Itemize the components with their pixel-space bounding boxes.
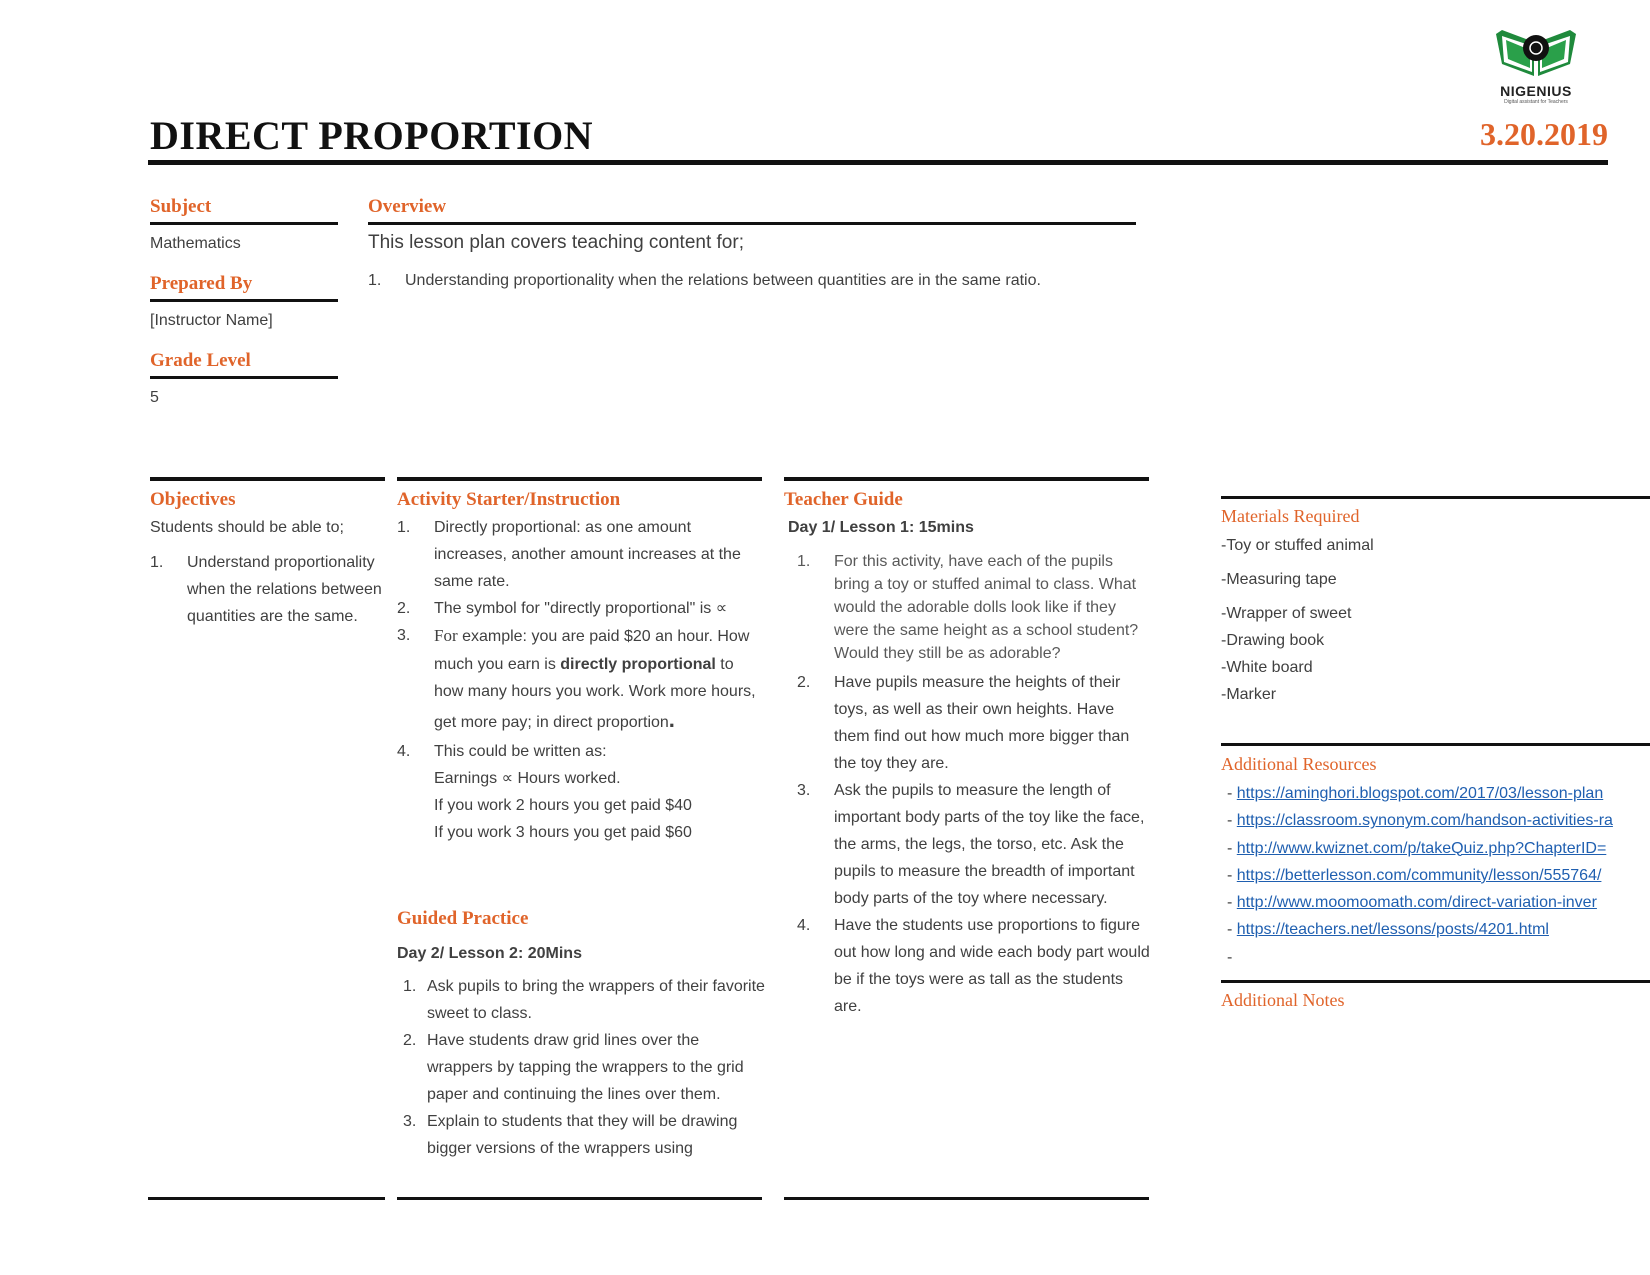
objectives-bottom-rule <box>148 1197 385 1200</box>
list-item: - https://teachers.net/lessons/posts/4201.html <box>1227 921 1549 939</box>
resource-link[interactable]: http://www.moomoomath.com/direct-variation-inver <box>1236 894 1597 912</box>
title-divider <box>148 160 1608 165</box>
teacher-list <box>797 550 1152 1020</box>
list-item: 1. Understand proportionality when the relations between quantities are the same. <box>150 554 382 625</box>
list-item: 1. For this activity, have each of the pupils bring a toy or stuffed animal to class. What would the adorable dolls look like if they were the same height as a school student? Would they still be as adorable? <box>797 553 1139 662</box>
resource-link[interactable]: http://www.kwiznet.com/p/takeQuiz.php?ChapterID= <box>1236 839 1607 857</box>
resource-link[interactable]: https://betterlesson.com/community/lesson/555764/ <box>1236 866 1602 884</box>
lesson-date: 3.20.2019 <box>1480 116 1608 152</box>
list-item: - <box>1227 948 1233 966</box>
list-item: -Marker <box>1221 686 1277 703</box>
list-item: 4. Have the students use proportions to figure out how long and wide each body part would be if the toys were as tall as the students are. <box>797 917 1150 1015</box>
activity-label: Activity Starter/Instruction <box>397 489 621 510</box>
resource-link[interactable]: https://aminghori.blogspot.com/2017/03/lesson-plan <box>1236 785 1604 802</box>
list-item: 1. Directly proportional: as one amount increases, another amount increases at the same rate. <box>397 519 741 590</box>
resources-list <box>1227 780 1650 971</box>
book-logo-icon <box>1488 24 1584 80</box>
teacher-bottom-rule <box>784 1197 1149 1200</box>
guided-list <box>403 973 768 1162</box>
page-title: DIRECT PROPORTION <box>150 113 594 158</box>
grade-level-label: Grade Level <box>150 350 251 371</box>
guided-practice-label: Guided Practice <box>397 908 529 929</box>
list-item: -Measuring tape <box>1221 571 1337 588</box>
teacher-top-rule <box>784 477 1149 481</box>
list-item: 3. For example: you are paid $20 an hour. How much you earn is directly proportional to how many hours you work. Work more hours, get more pay; in direct proportion. <box>397 626 756 732</box>
activity-bottom-rule <box>397 1197 762 1200</box>
list-item: - https://aminghori.blogspot.com/2017/03/lesson-plan <box>1227 785 1604 802</box>
objectives-label: Objectives <box>150 489 236 510</box>
list-item: - http://www.moomoomath.com/direct-variation-inver <box>1227 894 1597 912</box>
teacher-guide-label: Teacher Guide <box>784 489 903 510</box>
objectives-list <box>150 549 385 630</box>
objectives-intro: Students should be able to; <box>150 519 344 536</box>
activity-list <box>397 514 762 846</box>
list-item: 1. Ask pupils to bring the wrappers of their favorite sweet to class. <box>403 978 765 1022</box>
list-item: 2. Have students draw grid lines over the wrappers by tapping the wrappers to the grid paper and continuing the lines over them. <box>403 1032 744 1103</box>
list-item: -Wrapper of sweet <box>1221 605 1352 622</box>
list-item: -Toy or stuffed animal <box>1221 537 1374 554</box>
logo-tagline: Digital assistant for Teachers <box>1504 99 1568 105</box>
list-item: - https://betterlesson.com/community/lesson/555764/ <box>1227 866 1602 884</box>
guided-day: Day 2/ Lesson 2: 20Mins <box>397 945 582 962</box>
subject-label: Subject <box>150 196 212 217</box>
materials-list <box>1221 532 1374 708</box>
logo <box>1488 24 1584 105</box>
resource-link[interactable]: https://teachers.net/lessons/posts/4201.html <box>1236 921 1549 939</box>
resources-top-rule <box>1221 743 1650 746</box>
list-item: - http://www.kwiznet.com/p/takeQuiz.php?ChapterID= <box>1227 839 1607 857</box>
objectives-top-rule <box>150 477 385 481</box>
instructor-name: [Instructor Name] <box>150 312 273 329</box>
overview-list <box>368 267 1148 294</box>
list-item: - https://classroom.synonym.com/handson-activities-ra <box>1227 812 1613 830</box>
list-item: 1. Understanding proportionality when the relations between quantities are in the same ratio. <box>368 272 1041 289</box>
materials-label: Materials Required <box>1221 506 1360 526</box>
list-item: 2. Have pupils measure the heights of their toys, as well as their own heights. Have them find out how much more bigger than the toy they are. <box>797 674 1130 772</box>
grade-divider <box>150 376 338 379</box>
materials-top-rule <box>1221 496 1650 499</box>
overview-intro: This lesson plan covers teaching content for; <box>368 232 744 253</box>
additional-notes-label: Additional Notes <box>1221 990 1345 1010</box>
list-item: 3. Ask the pupils to measure the length of important body parts of the toy like the face, the arms, the legs, the torso, etc. Ask the pupils to measure the breadth of important body parts of the toy where necessary. <box>797 782 1145 907</box>
grade-value: 5 <box>150 389 159 406</box>
logo-brand: NIGENIUS <box>1500 83 1572 99</box>
overview-label: Overview <box>368 196 447 217</box>
teacher-day: Day 1/ Lesson 1: 15mins <box>788 519 974 536</box>
list-item: -White board <box>1221 659 1313 676</box>
overview-divider <box>368 222 1136 225</box>
subject-value: Mathematics <box>150 235 241 252</box>
prepared-divider <box>150 299 338 302</box>
resource-link[interactable]: https://classroom.synonym.com/handson-activities-ra <box>1236 812 1613 830</box>
subject-divider <box>150 222 338 225</box>
prepared-by-label: Prepared By <box>150 273 253 294</box>
resources-label: Additional Resources <box>1221 754 1377 774</box>
list-item: 3. Explain to students that they will be drawing bigger versions of the wrappers using <box>403 1113 738 1157</box>
list-item: 4. This could be written as: Earnings ∝ Hours worked. If you work 2 hours you get paid $40 If you work 3 hours you get paid $60 <box>397 743 692 841</box>
list-item: 2. The symbol for "directly proportional" is ∝ <box>397 600 728 617</box>
activity-top-rule <box>397 477 762 481</box>
list-item: -Drawing book <box>1221 632 1325 649</box>
notes-top-rule <box>1221 980 1650 983</box>
